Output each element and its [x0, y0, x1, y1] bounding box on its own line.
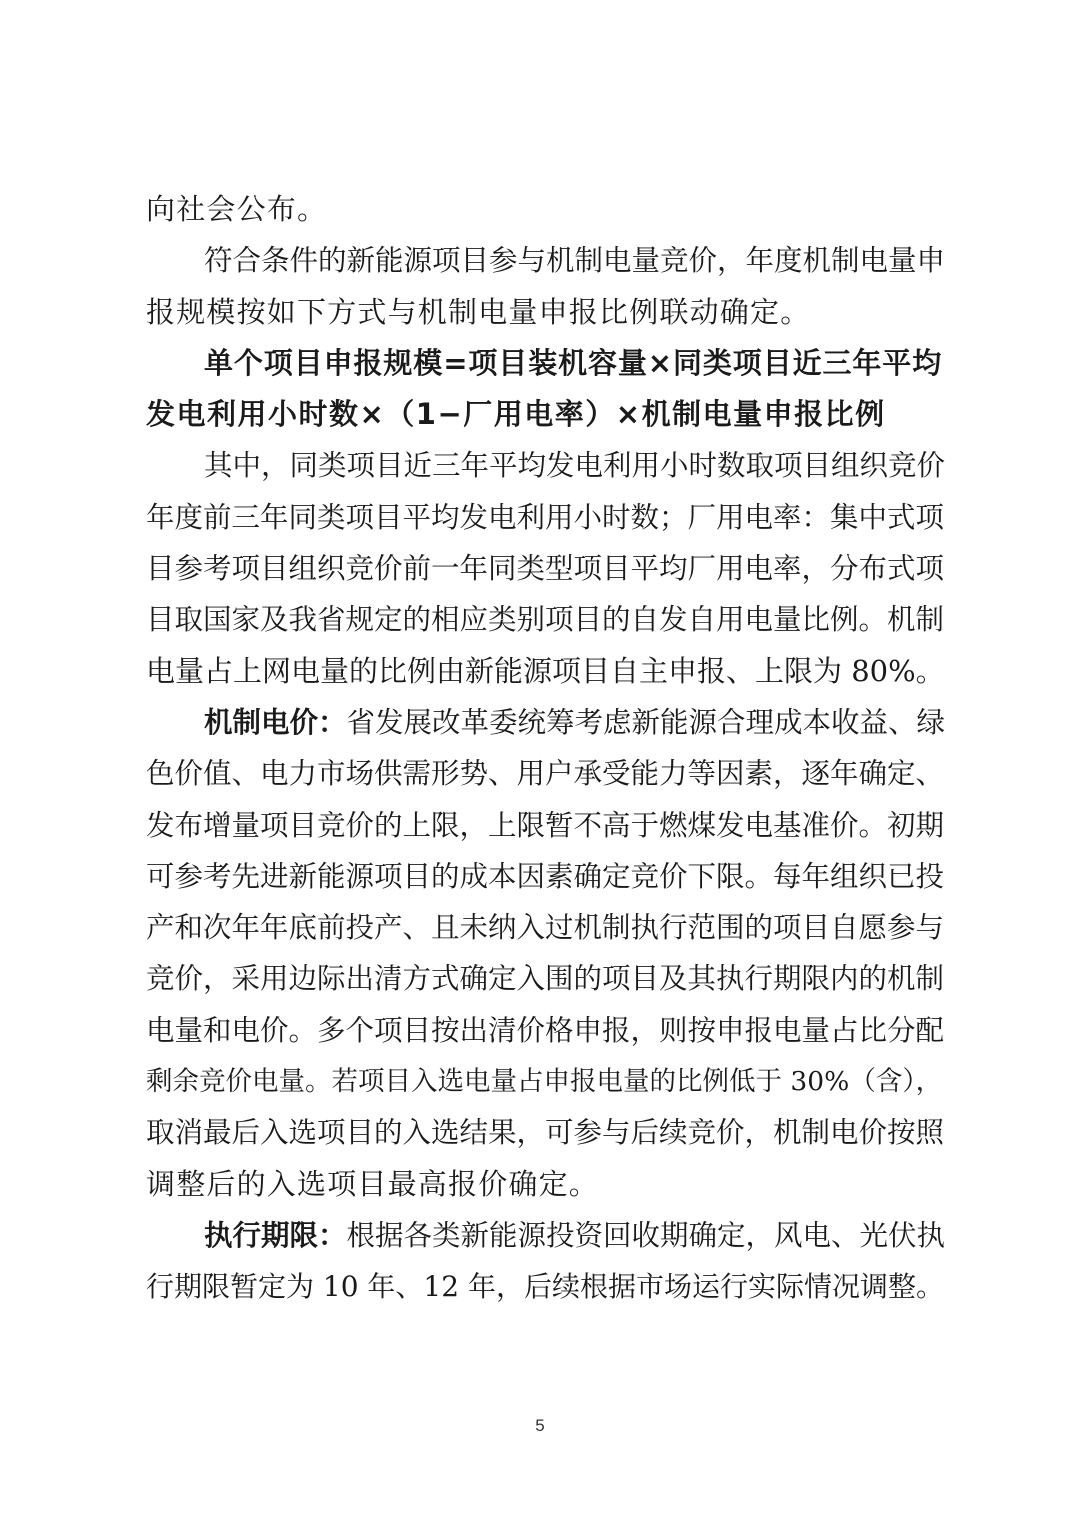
text-line: 向社会公布。: [146, 192, 328, 226]
page-number: 5: [535, 1416, 545, 1435]
text-line: 行期限暂定为 10 年、12 年，后续根据市场运行实际情况调整。: [146, 1270, 944, 1304]
text-line: 其中，同类项目近三年平均发电利用小时数取项目组织竞价: [204, 449, 946, 483]
text-line: 发布增量项目竞价的上限，上限暂不高于燃煤发电基准价。初期: [146, 808, 945, 842]
text-line: 符合条件的新能源项目参与机制电量竞价，年度机制电量申: [204, 244, 946, 278]
text-line: 电量和电价。多个项目按出清价格申报，则按申报电量占比分配: [146, 1013, 945, 1047]
body-text: [146, 184, 946, 1313]
text-line: 报规模按如下方式与机制电量申报比例联动确定。: [146, 294, 811, 329]
text-line: 目参考项目组织竞价前一年同类型项目平均厂用电率，分布式项: [146, 552, 945, 586]
mech-price-text: 省发展改革委统筹考虑新能源合理成本收益、绿: [346, 705, 946, 739]
exec-period-text: 根据各类新能源投资回收期确定，风电、光伏执: [346, 1218, 946, 1252]
mech-price-heading: 机制电价：: [204, 705, 347, 739]
formula-line: 单个项目申报规模=项目装机容量×同类项目近三年平均: [204, 345, 943, 380]
text-line: 年度前三年同类项目平均发电利用小时数；厂用电率：集中式项: [146, 500, 945, 534]
exec-period-line: [146, 1210, 946, 1261]
formula-line: 发电利用小时数×（1−厂用电率）×机制电量申报比例: [146, 397, 886, 432]
text-line: 目取国家及我省规定的相应类别项目的自发自用电量比例。机制: [146, 603, 945, 637]
text-line: 可参考先进新能源项目的成本因素确定竞价下限。每年组织已投: [146, 859, 945, 893]
text-line: 竞价，采用边际出清方式确定入围的项目及其执行期限内的机制: [146, 962, 945, 996]
text-line: 色价值、电力市场供需形势、用户承受能力等因素，逐年确定、: [146, 757, 945, 791]
text-line: 取消最后入选项目的入选结果，可参与后续竞价，机制电价按照: [146, 1116, 945, 1150]
text-line: 剩余竞价电量。若项目入选电量占申报电量的比例低于 30%（含），: [146, 1066, 943, 1098]
mech-price-line: [146, 697, 946, 748]
text-line: 电量占上网电量的比例由新能源项目自主申报、上限为 80%。: [146, 653, 945, 688]
exec-period-heading: 执行期限：: [204, 1218, 347, 1252]
text-line: 调整后的入选项目最高报价确定。: [146, 1166, 600, 1201]
text-line: 产和次年年底前投产、且未纳入过机制执行范围的项目自愿参与: [146, 911, 945, 945]
